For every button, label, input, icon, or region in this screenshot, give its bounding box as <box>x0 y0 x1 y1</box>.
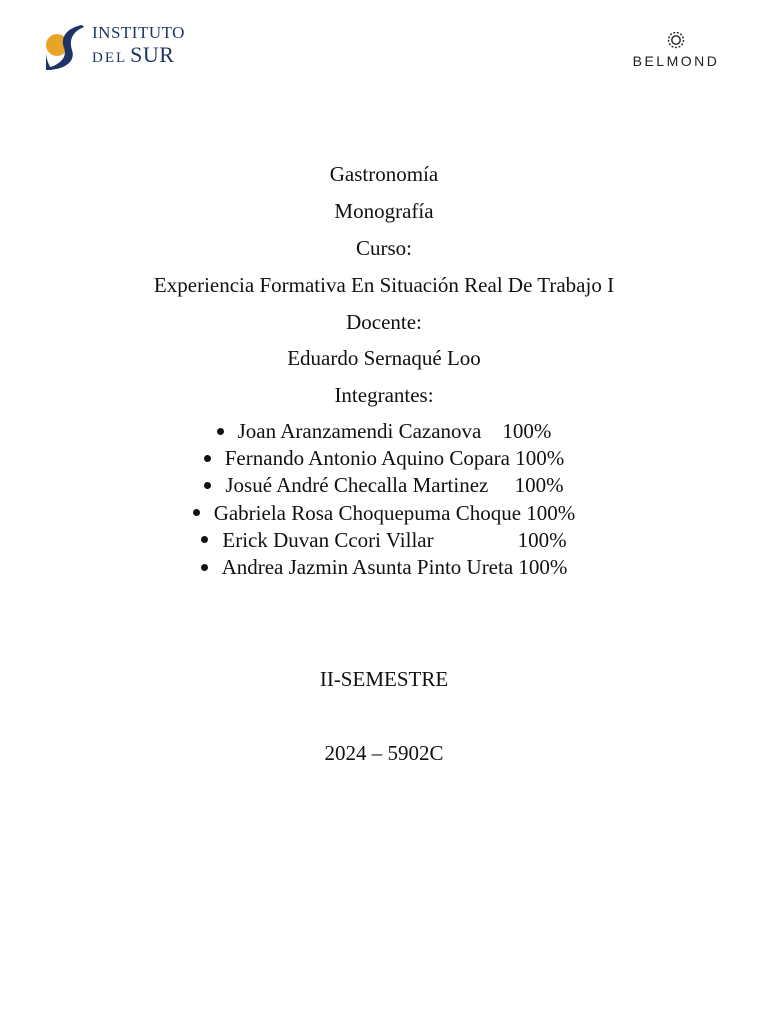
instituto-emblem-icon <box>42 22 88 72</box>
member-name: Fernando Antonio Aquino Copara <box>224 446 510 471</box>
member-gap <box>488 473 514 497</box>
bullet-icon <box>204 455 211 462</box>
teacher-name: Eduardo Sernaqué Loo <box>287 346 481 370</box>
belmond-wordmark: BELMOND <box>632 53 720 69</box>
year-code: 2024 – 5902C <box>324 741 444 765</box>
career-title: Gastronomía <box>329 162 439 186</box>
instituto-del-sur-logo <box>42 22 192 72</box>
member-percent: 100% <box>526 500 576 525</box>
logo-text-del-sur <box>92 43 174 70</box>
member-percent: 100% <box>514 473 564 498</box>
members-label: Integrantes: <box>334 383 434 407</box>
member-item <box>0 554 768 581</box>
member-gap <box>481 419 502 443</box>
member-percent: 100% <box>517 527 567 552</box>
member-item <box>0 472 768 499</box>
member-name: Gabriela Rosa Choquepuma Choque <box>213 500 522 525</box>
member-name: Josué André Checalla Martinez <box>225 473 489 498</box>
member-gap <box>434 528 518 552</box>
member-name: Joan Aranzamendi Cazanova <box>237 419 482 443</box>
semester: II-SEMESTRE <box>319 667 449 691</box>
member-item <box>0 445 768 472</box>
member-item <box>0 418 768 445</box>
logo-text-del: DEL <box>92 50 128 66</box>
members-list <box>0 418 768 581</box>
bullet-icon <box>193 509 200 516</box>
member-percent: 100% <box>502 419 552 443</box>
member-percent: 100% <box>518 554 568 579</box>
belmond-logo <box>620 30 732 70</box>
member-name: Andrea Jazmin Asunta Pinto Ureta <box>221 554 514 579</box>
logo-text-sur: SUR <box>130 42 175 67</box>
member-name: Erick Duvan Ccori Villar <box>222 527 434 552</box>
logo-text-instituto: INSTITUTO <box>92 23 185 42</box>
teacher-label: Docente: <box>346 310 422 334</box>
bullet-icon <box>201 536 208 543</box>
member-item <box>0 500 768 527</box>
bullet-icon <box>204 482 211 489</box>
course-name: Experiencia Formativa En Situación Real De Trabajo I <box>153 273 615 297</box>
document-type: Monografía <box>334 199 434 223</box>
bullet-icon <box>201 564 208 571</box>
member-item <box>0 527 768 554</box>
course-label: Curso: <box>355 236 412 260</box>
bullet-icon <box>217 428 224 435</box>
belmond-emblem-icon <box>665 30 687 50</box>
member-percent: 100% <box>515 446 565 471</box>
